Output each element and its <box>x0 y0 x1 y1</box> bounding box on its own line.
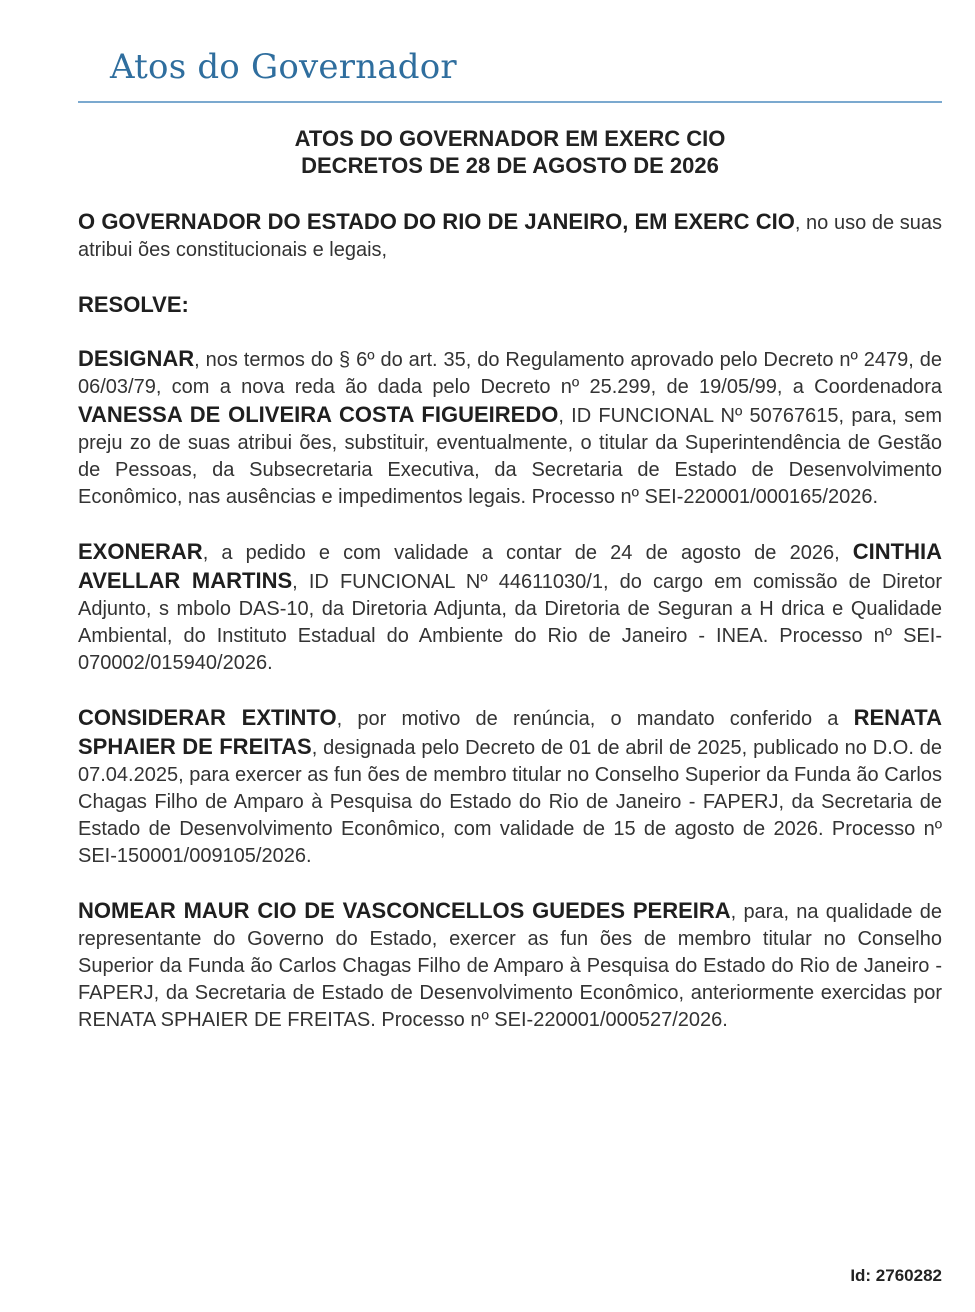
act-verb: NOMEAR MAUR CIO DE VASCONCELLOS GUEDES PEREIRA <box>78 898 731 923</box>
act-person-name: VANESSA DE OLIVEIRA COSTA FIGUEIREDO <box>78 402 559 427</box>
act-designar <box>78 345 942 511</box>
preamble-strong: O GOVERNADOR DO ESTADO DO RIO DE JANEIRO, EM EXERC CIO <box>78 209 795 234</box>
heading-line-2: DECRETOS DE 28 DE AGOSTO DE 2026 <box>301 153 719 178</box>
section-title: Atos do Governador <box>110 47 457 87</box>
header-rule <box>78 101 942 103</box>
act-text: , designada pelo Decreto de 01 de abril de 2025, publicado no D.O. de 07.04.2025, para exercer as fun ões de membro titular no Conselho Superior da Funda ão Carlos Chagas Filho de Amparo à Pesquisa do Estado do Rio de Janeiro - FAPERJ, da Secretaria de Estado de Desenvolvimento Econômico, com validade de 15 de agosto de 2026. Processo nº SEI-150001/009105/2026. <box>78 737 943 867</box>
decree-body <box>78 208 942 1061</box>
act-exonerar <box>78 538 942 677</box>
act-person-name: CINTHIA AVELLAR MARTINS <box>78 539 942 593</box>
act-verb: DESIGNAR <box>78 346 195 371</box>
preamble-rest: , no uso de suas atribui ões constitucionais e legais, <box>78 212 942 261</box>
act-text: , por motivo de renúncia, o mandato conferido a <box>336 708 854 730</box>
decree-heading <box>78 125 942 179</box>
resolve-label: RESOLVE: <box>78 292 189 317</box>
act-text: , ID FUNCIONAL Nº 50767615, para, sem preju zo de suas atribui ões, substituir, eventualmente, o titular da Superintendência de Gestão de Pessoas, da Subsecretaria Executiva, da Secretaria de Estado de Desenvolvimento Econômico, nas ausências e impedimentos legais. Processo nº SEI-220001/000165/2026. <box>78 405 943 508</box>
act-text: , para, na qualidade de representante do Governo do Estado, exercer as fun ões de membro titular no Conselho Superior da Funda ão Carlos Chagas Filho de Amparo à Pesquisa do Estado do Rio de Janeiro - FAPERJ, da Secretaria de Estado de Desenvolvimento Econômico, anteriormente exercidas por RENATA SPHAIER DE FREITAS. Processo nº SEI-220001/000527/2026. <box>78 901 942 1031</box>
act-person-name: RENATA SPHAIER DE FREITAS <box>78 705 942 759</box>
preamble <box>78 208 942 264</box>
act-text: , ID FUNCIONAL Nº 44611030/1, do cargo em comissão de Diretor Adjunto, s mbolo DAS-10, da Diretoria Adjunta, da Diretoria de Seguran a H drica e Qualidade Ambiental, do Instituto Estadual do Ambiente do Rio de Janeiro - INEA. Processo nº SEI-070002/015940/2026. <box>78 571 942 674</box>
act-verb: EXONERAR <box>78 539 203 564</box>
act-nomear <box>78 897 942 1034</box>
heading-line-1: ATOS DO GOVERNADOR EM EXERC CIO <box>294 126 726 151</box>
act-considerar-extinto <box>78 704 942 870</box>
act-text: , nos termos do § 6º do art. 35, do Regulamento aprovado pelo Decreto nº 2479, de 06/03/79, com a nova reda ão dada pelo Decreto nº 25.299, de 19/05/99, a Coordenadora <box>78 349 942 398</box>
act-text: , a pedido e com validade a contar de 24 de agosto de 2026, <box>202 542 853 564</box>
act-verb: CONSIDERAR EXTINTO <box>78 705 337 730</box>
document-id: Id: 2760282 <box>850 1266 942 1285</box>
